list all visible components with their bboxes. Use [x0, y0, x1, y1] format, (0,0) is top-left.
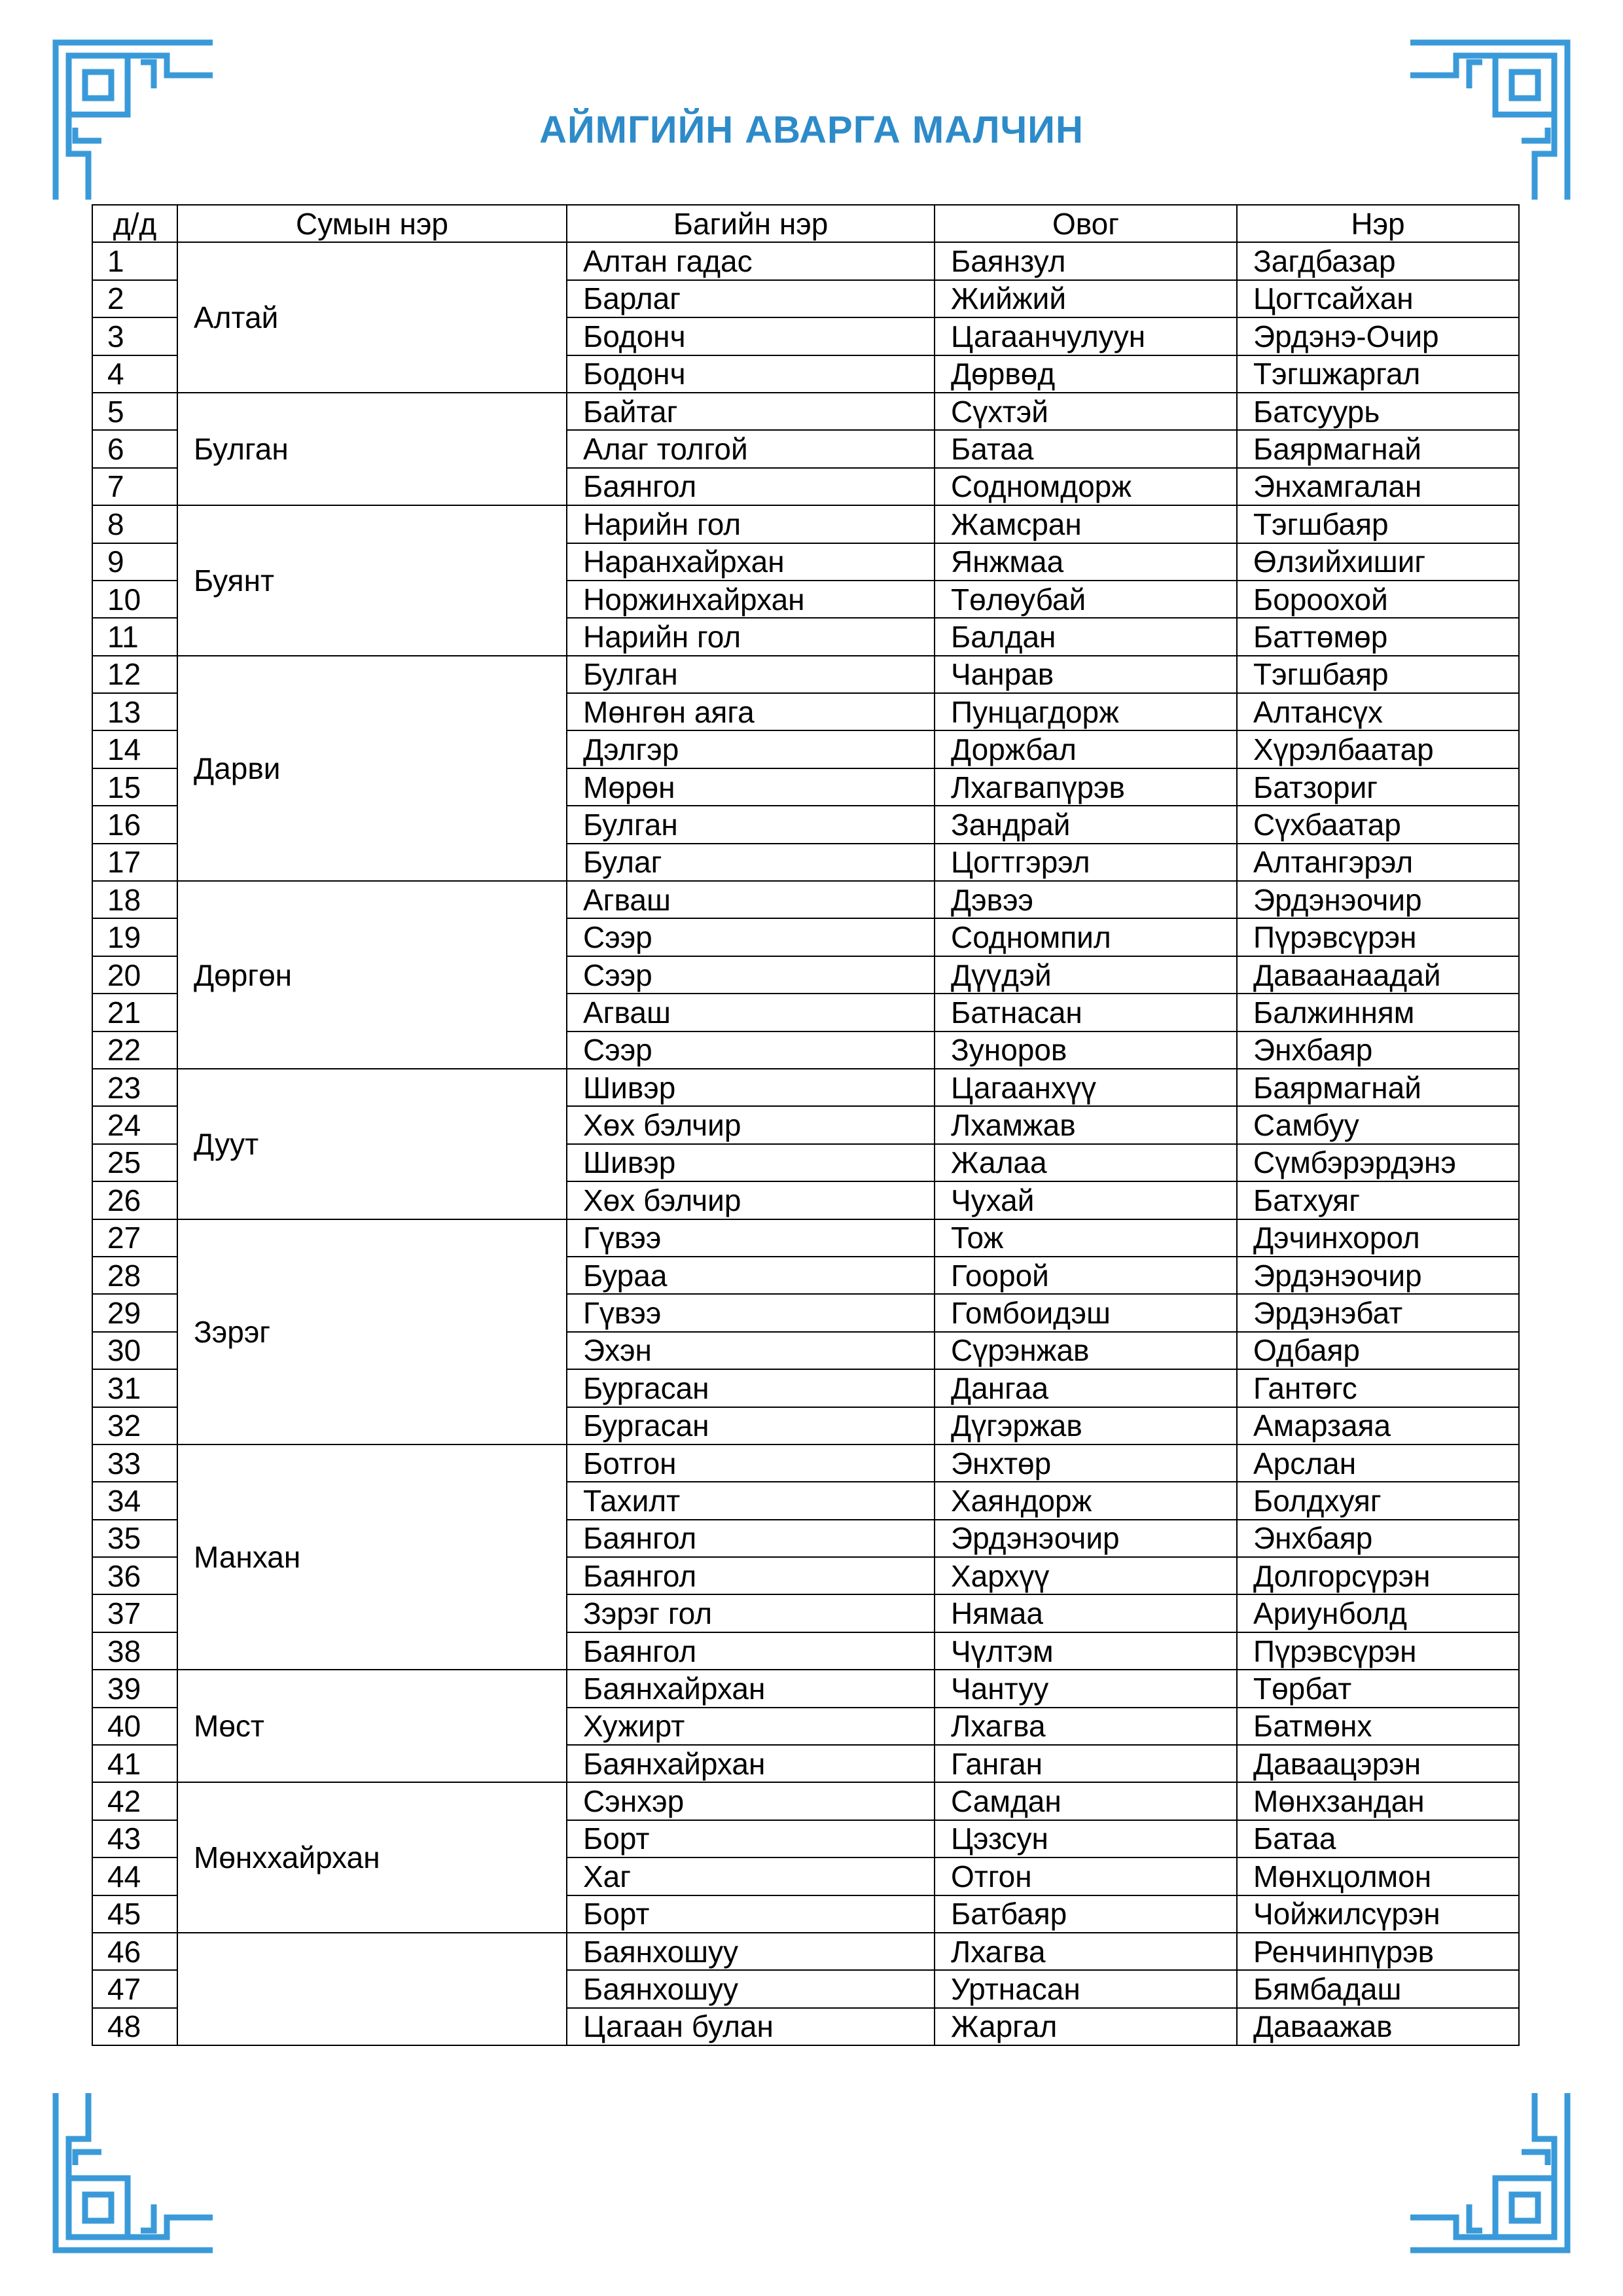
cell-sum-name: Дарви	[177, 656, 567, 881]
cell-number: 14	[92, 730, 177, 768]
cell-bag-name: Нарийн гол	[567, 618, 935, 655]
cell-bag-name: Баянхошуу	[567, 1933, 935, 1970]
cell-surname: Отгон	[935, 1857, 1237, 1895]
cell-given-name: Цогтсайхан	[1237, 280, 1519, 317]
cell-sum-name: Булган	[177, 393, 567, 505]
cell-given-name: Эрдэнэ-Очир	[1237, 317, 1519, 355]
cell-bag-name: Мөрөн	[567, 768, 935, 806]
corner-ornament-bottom-left	[49, 2087, 219, 2257]
cell-given-name: Батхуяг	[1237, 1181, 1519, 1219]
header-given-name: Нэр	[1237, 205, 1519, 242]
cell-given-name: Бямбадаш	[1237, 1970, 1519, 2007]
cell-sum-name: Буянт	[177, 505, 567, 656]
cell-surname: Цогтгэрэл	[935, 844, 1237, 881]
cell-given-name: Сүхбаатар	[1237, 806, 1519, 843]
header-sum-name: Сумын нэр	[177, 205, 567, 242]
cell-bag-name: Булаг	[567, 844, 935, 881]
cell-surname: Дөрвөд	[935, 355, 1237, 393]
cell-given-name: Баярмагнай	[1237, 1069, 1519, 1106]
cell-sum-name: Мөст	[177, 1670, 567, 1782]
cell-bag-name: Гүвээ	[567, 1219, 935, 1257]
cell-number: 46	[92, 1933, 177, 1970]
cell-surname: Чүлтэм	[935, 1632, 1237, 1670]
cell-given-name: Эрдэнэочир	[1237, 881, 1519, 918]
cell-bag-name: Дэлгэр	[567, 730, 935, 768]
cell-number: 32	[92, 1407, 177, 1444]
cell-bag-name: Баянгол	[567, 1632, 935, 1670]
cell-sum-name	[177, 1933, 567, 2045]
cell-surname: Цагаанхүү	[935, 1069, 1237, 1106]
cell-given-name: Мөнхцолмон	[1237, 1857, 1519, 1895]
cell-surname: Лхамжав	[935, 1106, 1237, 1143]
table-row	[92, 242, 1519, 279]
cell-bag-name: Сэнхэр	[567, 1782, 935, 1820]
cell-surname: Батнасан	[935, 994, 1237, 1031]
cell-given-name: Арслан	[1237, 1444, 1519, 1482]
cell-given-name: Баттөмөр	[1237, 618, 1519, 655]
cell-number: 15	[92, 768, 177, 806]
cell-given-name: Тэгшбаяр	[1237, 656, 1519, 693]
cell-given-name: Батаа	[1237, 1820, 1519, 1857]
cell-surname: Цэзсун	[935, 1820, 1237, 1857]
cell-bag-name: Наранхайрхан	[567, 543, 935, 581]
cell-given-name: Тэгшбаяр	[1237, 505, 1519, 543]
cell-surname: Балдан	[935, 618, 1237, 655]
cell-bag-name: Сээр	[567, 956, 935, 994]
cell-given-name: Чойжилсүрэн	[1237, 1895, 1519, 1933]
cell-sum-name: Дуут	[177, 1069, 567, 1219]
cell-bag-name: Бодонч	[567, 355, 935, 393]
cell-number: 9	[92, 543, 177, 581]
cell-surname: Жийжий	[935, 280, 1237, 317]
cell-surname: Сүхтэй	[935, 393, 1237, 430]
cell-bag-name: Мөнгөн аяга	[567, 693, 935, 730]
cell-surname: Гоорой	[935, 1257, 1237, 1294]
cell-surname: Эрдэнэочир	[935, 1520, 1237, 1557]
header-surname: Овог	[935, 205, 1237, 242]
cell-number: 3	[92, 317, 177, 355]
cell-given-name: Сүмбэрэрдэнэ	[1237, 1144, 1519, 1181]
cell-given-name: Самбуу	[1237, 1106, 1519, 1143]
cell-surname: Уртнасан	[935, 1970, 1237, 2007]
cell-given-name: Долгорсүрэн	[1237, 1557, 1519, 1594]
cell-surname: Жаргал	[935, 2008, 1237, 2045]
cell-number: 18	[92, 881, 177, 918]
header-bag-name: Багийн нэр	[567, 205, 935, 242]
cell-number: 38	[92, 1632, 177, 1670]
cell-surname: Хархүү	[935, 1557, 1237, 1594]
cell-given-name: Даваанаадай	[1237, 956, 1519, 994]
table-row	[92, 881, 1519, 918]
cell-given-name: Төрбат	[1237, 1670, 1519, 1707]
cell-bag-name: Алтан гадас	[567, 242, 935, 279]
cell-bag-name: Борт	[567, 1895, 935, 1933]
cell-bag-name: Агваш	[567, 994, 935, 1031]
cell-surname: Чантуу	[935, 1670, 1237, 1707]
cell-bag-name: Цагаан булан	[567, 2008, 935, 2045]
cell-bag-name: Баянхошуу	[567, 1970, 935, 2007]
cell-surname: Ганган	[935, 1745, 1237, 1782]
herders-table	[92, 204, 1520, 2046]
cell-given-name: Энхбаяр	[1237, 1520, 1519, 1557]
cell-bag-name: Баянхайрхан	[567, 1745, 935, 1782]
cell-surname: Сүрэнжав	[935, 1332, 1237, 1369]
cell-number: 21	[92, 994, 177, 1031]
cell-bag-name: Борт	[567, 1820, 935, 1857]
cell-bag-name: Норжинхайрхан	[567, 581, 935, 618]
cell-surname: Төлөубай	[935, 581, 1237, 618]
cell-number: 36	[92, 1557, 177, 1594]
cell-surname: Пунцагдорж	[935, 693, 1237, 730]
table-row	[92, 1933, 1519, 1970]
cell-given-name: Баярмагнай	[1237, 430, 1519, 467]
cell-bag-name: Хаг	[567, 1857, 935, 1895]
cell-number: 40	[92, 1708, 177, 1745]
cell-number: 23	[92, 1069, 177, 1106]
table-row	[92, 1219, 1519, 1257]
cell-surname: Энхтөр	[935, 1444, 1237, 1482]
cell-surname: Чухай	[935, 1181, 1237, 1219]
cell-number: 7	[92, 468, 177, 505]
cell-surname: Дүүдэй	[935, 956, 1237, 994]
cell-surname: Лхагва	[935, 1933, 1237, 1970]
cell-given-name: Одбаяр	[1237, 1332, 1519, 1369]
cell-bag-name: Гүвээ	[567, 1294, 935, 1331]
cell-number: 34	[92, 1482, 177, 1519]
cell-number: 30	[92, 1332, 177, 1369]
cell-given-name: Энхамгалан	[1237, 468, 1519, 505]
cell-surname: Цагаанчулуун	[935, 317, 1237, 355]
cell-surname: Дэвээ	[935, 881, 1237, 918]
cell-surname: Жамсран	[935, 505, 1237, 543]
cell-surname: Нямаа	[935, 1594, 1237, 1632]
cell-surname: Самдан	[935, 1782, 1237, 1820]
cell-number: 33	[92, 1444, 177, 1482]
cell-number: 1	[92, 242, 177, 279]
cell-number: 29	[92, 1294, 177, 1331]
cell-surname: Содномпил	[935, 918, 1237, 956]
table-row	[92, 393, 1519, 430]
cell-bag-name: Хөх бэлчир	[567, 1106, 935, 1143]
cell-surname: Зуноров	[935, 1031, 1237, 1069]
cell-surname: Содномдорж	[935, 468, 1237, 505]
cell-bag-name: Сээр	[567, 1031, 935, 1069]
cell-surname: Зандрай	[935, 806, 1237, 843]
cell-number: 11	[92, 618, 177, 655]
cell-given-name: Ренчинпүрэв	[1237, 1933, 1519, 1970]
cell-bag-name: Сээр	[567, 918, 935, 956]
table-row	[92, 1670, 1519, 1707]
cell-surname: Доржбал	[935, 730, 1237, 768]
cell-given-name: Алтансүх	[1237, 693, 1519, 730]
cell-number: 45	[92, 1895, 177, 1933]
cell-number: 39	[92, 1670, 177, 1707]
cell-number: 44	[92, 1857, 177, 1895]
cell-bag-name: Хөх бэлчир	[567, 1181, 935, 1219]
cell-bag-name: Байтаг	[567, 393, 935, 430]
page-title: АЙМГИЙН АВАРГА МАЛЧИН	[539, 109, 1084, 151]
cell-given-name: Эрдэнэочир	[1237, 1257, 1519, 1294]
cell-given-name: Мөнхзандан	[1237, 1782, 1519, 1820]
cell-bag-name: Хужирт	[567, 1708, 935, 1745]
cell-number: 27	[92, 1219, 177, 1257]
cell-bag-name: Агваш	[567, 881, 935, 918]
cell-bag-name: Булган	[567, 656, 935, 693]
table-header-row	[92, 205, 1519, 242]
cell-bag-name: Эхэн	[567, 1332, 935, 1369]
cell-given-name: Дэчинхорол	[1237, 1219, 1519, 1257]
table-row	[92, 1069, 1519, 1106]
cell-sum-name: Дөргөн	[177, 881, 567, 1069]
cell-surname: Тож	[935, 1219, 1237, 1257]
cell-given-name: Өлзийхишиг	[1237, 543, 1519, 581]
cell-bag-name: Бургасан	[567, 1369, 935, 1407]
cell-bag-name: Ботгон	[567, 1444, 935, 1482]
cell-given-name: Пүрэвсүрэн	[1237, 1632, 1519, 1670]
cell-bag-name: Шивэр	[567, 1069, 935, 1106]
cell-number: 6	[92, 430, 177, 467]
cell-bag-name: Зэрэг гол	[567, 1594, 935, 1632]
cell-number: 31	[92, 1369, 177, 1407]
cell-number: 10	[92, 581, 177, 618]
cell-given-name: Бороохой	[1237, 581, 1519, 618]
cell-given-name: Даваажав	[1237, 2008, 1519, 2045]
cell-number: 12	[92, 656, 177, 693]
cell-surname: Дүгэржав	[935, 1407, 1237, 1444]
table-body	[92, 242, 1519, 2045]
cell-bag-name: Бургасан	[567, 1407, 935, 1444]
cell-number: 47	[92, 1970, 177, 2007]
cell-given-name: Болдхуяг	[1237, 1482, 1519, 1519]
cell-given-name: Эрдэнэбат	[1237, 1294, 1519, 1331]
cell-number: 19	[92, 918, 177, 956]
table-row	[92, 656, 1519, 693]
cell-number: 22	[92, 1031, 177, 1069]
cell-bag-name: Алаг толгой	[567, 430, 935, 467]
cell-number: 41	[92, 1745, 177, 1782]
cell-bag-name: Нарийн гол	[567, 505, 935, 543]
cell-surname: Батбаяр	[935, 1895, 1237, 1933]
cell-number: 26	[92, 1181, 177, 1219]
cell-given-name: Гантөгс	[1237, 1369, 1519, 1407]
cell-given-name: Батсуурь	[1237, 393, 1519, 430]
cell-bag-name: Баянгол	[567, 1520, 935, 1557]
cell-surname: Хаяндорж	[935, 1482, 1237, 1519]
cell-number: 13	[92, 693, 177, 730]
cell-bag-name: Барлаг	[567, 280, 935, 317]
cell-given-name: Пүрэвсүрэн	[1237, 918, 1519, 956]
cell-given-name: Батзориг	[1237, 768, 1519, 806]
cell-sum-name: Мөнххайрхан	[177, 1782, 567, 1933]
cell-number: 43	[92, 1820, 177, 1857]
cell-surname: Гомбоидэш	[935, 1294, 1237, 1331]
cell-bag-name: Бодонч	[567, 317, 935, 355]
cell-given-name: Алтангэрэл	[1237, 844, 1519, 881]
cell-number: 5	[92, 393, 177, 430]
cell-surname: Чанрав	[935, 656, 1237, 693]
cell-number: 4	[92, 355, 177, 393]
cell-number: 35	[92, 1520, 177, 1557]
cell-number: 25	[92, 1144, 177, 1181]
cell-surname: Янжмаа	[935, 543, 1237, 581]
cell-number: 20	[92, 956, 177, 994]
cell-given-name: Хүрэлбаатар	[1237, 730, 1519, 768]
cell-number: 28	[92, 1257, 177, 1294]
cell-sum-name: Алтай	[177, 242, 567, 393]
cell-given-name: Энхбаяр	[1237, 1031, 1519, 1069]
cell-bag-name: Тахилт	[567, 1482, 935, 1519]
cell-number: 8	[92, 505, 177, 543]
cell-surname: Жалаа	[935, 1144, 1237, 1181]
table-row	[92, 1444, 1519, 1482]
cell-number: 2	[92, 280, 177, 317]
cell-given-name: Тэгшжаргал	[1237, 355, 1519, 393]
cell-bag-name: Шивэр	[567, 1144, 935, 1181]
cell-given-name: Амарзаяа	[1237, 1407, 1519, 1444]
cell-surname: Лхагва	[935, 1708, 1237, 1745]
cell-given-name: Балжинням	[1237, 994, 1519, 1031]
header-number: д/д	[92, 205, 177, 242]
cell-given-name: Ариунболд	[1237, 1594, 1519, 1632]
cell-given-name: Батмөнх	[1237, 1708, 1519, 1745]
cell-number: 24	[92, 1106, 177, 1143]
table-row	[92, 505, 1519, 543]
cell-surname: Батаа	[935, 430, 1237, 467]
cell-number: 16	[92, 806, 177, 843]
cell-surname: Дангаа	[935, 1369, 1237, 1407]
cell-surname: Баянзул	[935, 242, 1237, 279]
cell-number: 37	[92, 1594, 177, 1632]
cell-given-name: Даваацэрэн	[1237, 1745, 1519, 1782]
corner-ornament-bottom-right	[1404, 2087, 1574, 2257]
cell-surname: Лхагвапүрэв	[935, 768, 1237, 806]
cell-bag-name: Бураа	[567, 1257, 935, 1294]
cell-number: 48	[92, 2008, 177, 2045]
cell-bag-name: Баянхайрхан	[567, 1670, 935, 1707]
cell-bag-name: Булган	[567, 806, 935, 843]
cell-bag-name: Баянгол	[567, 1557, 935, 1594]
cell-number: 17	[92, 844, 177, 881]
cell-given-name: Загдбазар	[1237, 242, 1519, 279]
cell-bag-name: Баянгол	[567, 468, 935, 505]
cell-number: 42	[92, 1782, 177, 1820]
cell-sum-name: Манхан	[177, 1444, 567, 1670]
cell-sum-name: Зэрэг	[177, 1219, 567, 1444]
table-row	[92, 1782, 1519, 1820]
